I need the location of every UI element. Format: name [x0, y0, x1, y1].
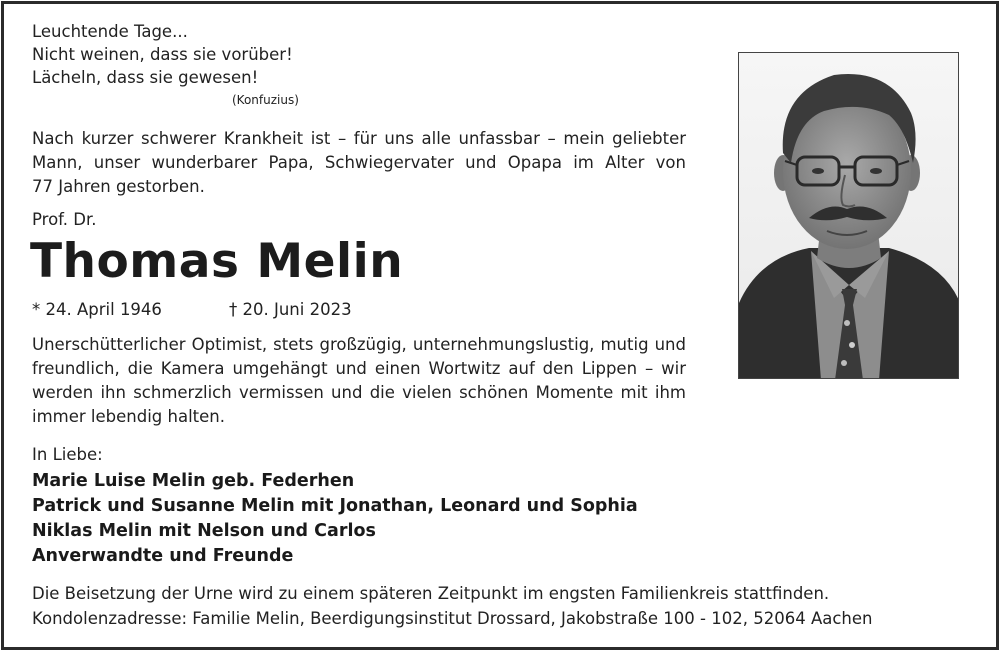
poem-line: Nicht weinen, dass sie vorüber! [32, 45, 293, 64]
mourners-list [32, 469, 638, 569]
description-text [32, 333, 686, 429]
intro-text [32, 127, 686, 199]
mourners-intro: In Liebe: [32, 445, 103, 464]
intro-line: Nach kurzer schwerer Krankheit ist – für uns alle unfassbar – mein geliebter [32, 129, 686, 148]
poem-line: Leuchtende Tage... [32, 22, 188, 41]
description-line: immer lebendig halten. [32, 407, 225, 426]
mourner-name: Anverwandte und Freunde [32, 546, 294, 566]
description-line: freundlich, die Kamera umgehängt und einen Wortwitz auf den Lippen – wir [32, 359, 686, 378]
condolence-address: Kondolenzadresse: Familie Melin, Beerdigungsinstitut Drossard, Jakobstraße 100 - 102, 52064 Aachen [32, 609, 873, 628]
mourner-name: Patrick und Susanne Melin mit Jonathan, Leonard und Sophia [32, 496, 638, 516]
poem [32, 20, 293, 89]
burial-note: Die Beisetzung der Urne wird zu einem späteren Zeitpunkt im engsten Familienkreis stattfinden. [32, 584, 830, 603]
mourner-name: Niklas Melin mit Nelson und Carlos [32, 521, 376, 541]
deceased-name: Thomas Melin [30, 234, 404, 289]
intro-line: Mann, unser wunderbarer Papa, Schwiegervater und Opapa im Alter von [32, 153, 686, 172]
description-line: werden ihn schmerzlich vermissen und die vielen schönen Momente mit ihm [32, 383, 686, 402]
portrait-photo [738, 52, 959, 379]
academic-title: Prof. Dr. [32, 210, 97, 229]
poem-line: Lächeln, dass sie gewesen! [32, 68, 259, 87]
death-date: † 20. Juni 2023 [229, 300, 352, 319]
mourner-name: Marie Luise Melin geb. Federhen [32, 471, 355, 491]
description-line: Unerschütterlicher Optimist, stets großzügig, unternehmungslustig, mutig und [32, 335, 686, 354]
intro-line: 77 Jahren gestorben. [32, 177, 205, 196]
poem-attribution: (Konfuzius) [232, 93, 299, 107]
birth-date: * 24. April 1946 [32, 300, 162, 319]
